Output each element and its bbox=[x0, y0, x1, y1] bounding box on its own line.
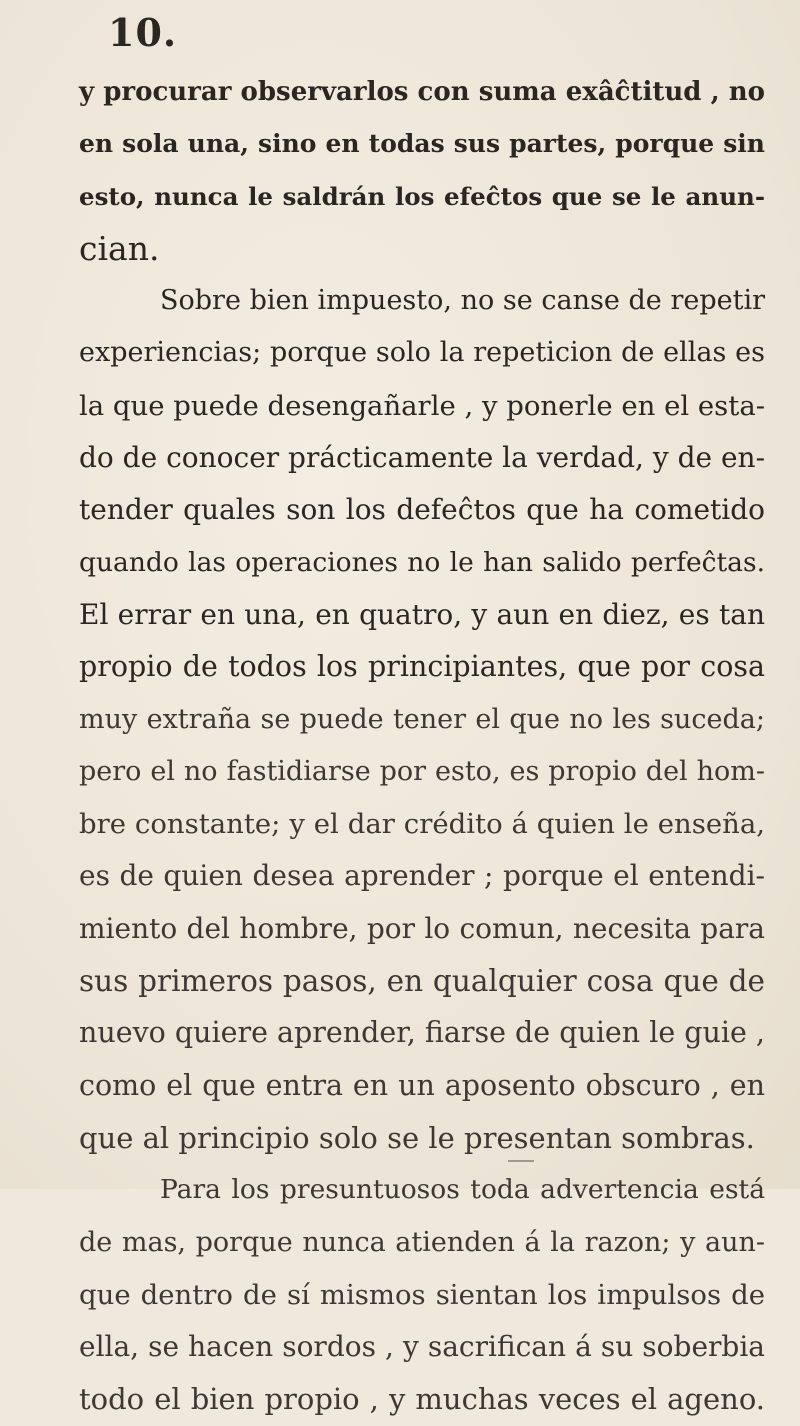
text-line: en sola una, sino en todas sus partes, porque sin bbox=[79, 129, 765, 159]
page-number: 10. bbox=[108, 10, 178, 55]
text-line: que al principio solo se le presentan sombras. bbox=[79, 1120, 755, 1155]
text-line: esto, nunca le saldrán los efeĉtos que se le anun- bbox=[79, 181, 765, 211]
text-line: do de conocer prácticamente la verdad, y de en- bbox=[79, 441, 766, 475]
text-line: nuevo quiere aprender, fiarse de quien le guie , bbox=[79, 1016, 765, 1050]
text-line: quando las operaciones no le han salido perfeĉtas. bbox=[79, 546, 765, 578]
text-line: pero el no fastidiarse por esto, es propio del hom- bbox=[79, 755, 765, 787]
body-text bbox=[79, 66, 765, 1426]
text-line: como el que entra en un aposento obscuro , en bbox=[79, 1068, 765, 1102]
text-line: todo el bien propio , y muchas veces el ageno. bbox=[79, 1382, 765, 1417]
ink-mark bbox=[508, 1160, 534, 1162]
text-line: cian. bbox=[79, 228, 160, 268]
text-line: muy extraña se puede tener el que no les suceda; bbox=[79, 703, 765, 735]
text-line: es de quien desea aprender ; porque el entendi- bbox=[79, 859, 765, 893]
text-line: El errar en una, en quatro, y aun en diez, es tan bbox=[79, 597, 765, 631]
text-line: de mas, porque nunca atienden á la razon; y aun- bbox=[79, 1226, 765, 1258]
text-line: la que puede desengañarle , y ponerle en el esta- bbox=[79, 389, 766, 422]
text-line: y procurar observarlos con suma exâĉtitud , no bbox=[79, 77, 765, 107]
text-line: que dentro de sí mismos sientan los impulsos de bbox=[79, 1278, 765, 1311]
text-line: tender quales son los defeĉtos que ha cometido bbox=[79, 493, 765, 527]
text-line: Para los presuntuosos toda advertencia está bbox=[160, 1174, 765, 1206]
text-line: ella, se hacen sordos , y sacrifican á su soberbia bbox=[79, 1330, 765, 1364]
text-line: miento del hombre, por lo comun, necesita para bbox=[79, 911, 765, 945]
text-line: sus primeros pasos, en qualquier cosa que de bbox=[79, 964, 765, 999]
text-line: propio de todos los principiantes, que por cosa bbox=[79, 650, 765, 684]
text-line: Sobre bien impuesto, no se canse de repetir bbox=[160, 285, 765, 317]
text-line: experiencias; porque solo la repeticion de ellas es bbox=[79, 337, 765, 369]
text-line: bre constante; y el dar crédito á quien le enseña, bbox=[79, 808, 765, 841]
